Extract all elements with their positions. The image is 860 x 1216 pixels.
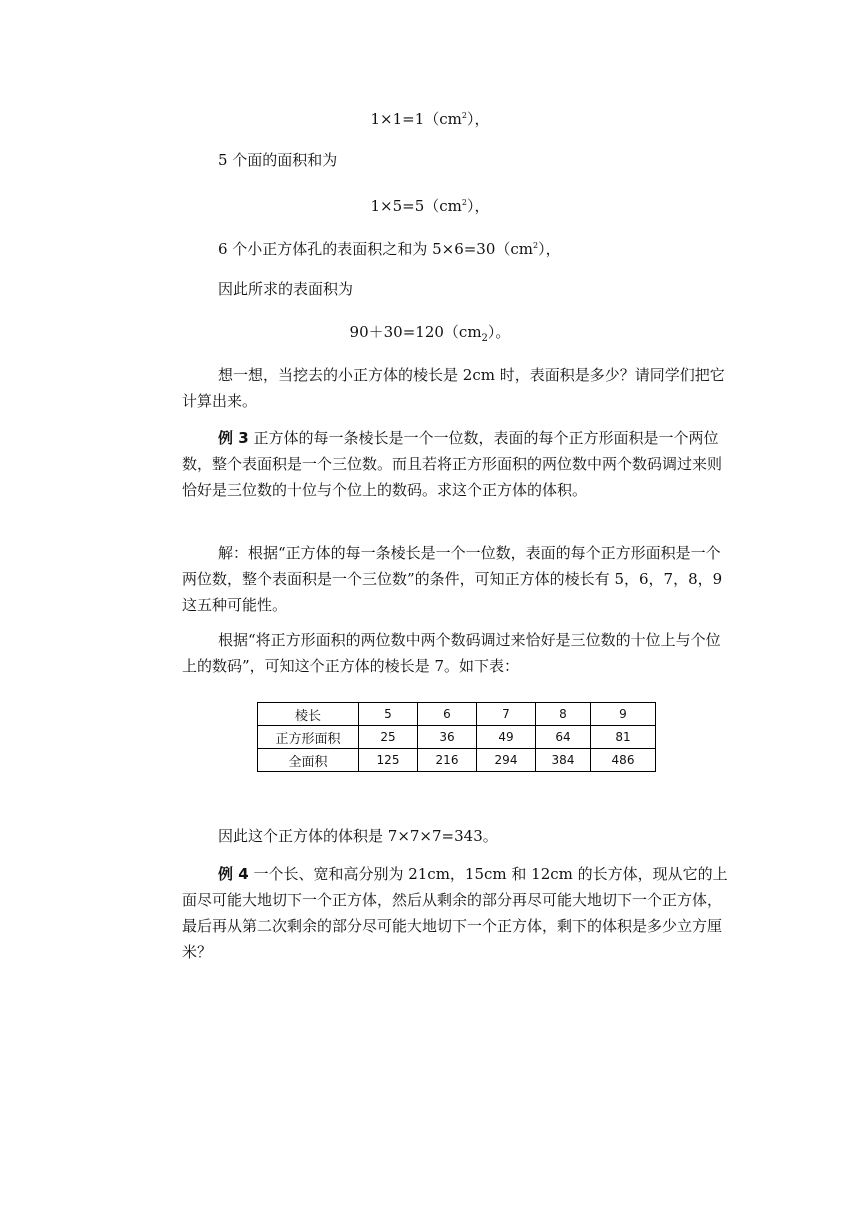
six-holes-line: 6 个小正方体孔的表面积之和为 $5\times 6=30(cm^2)$，: [218, 240, 561, 258]
example3-conclusion: 因此这个正方体的体积是 7×7×7=343。: [218, 827, 498, 845]
face-area-formula: $1\times 1=1(cm^2)$，: [370, 110, 490, 128]
table-cell: 25: [359, 726, 418, 749]
example3-solution: 解：根据“正方体的每一条棱长是一个一位数，表面的每个正方形面积是一个两位数，整个表面积是一个三位数”的条件，可知正方体的棱长有 5，6，7，8，9 这五种可能性。: [182, 544, 723, 614]
table-row: [258, 703, 656, 726]
table-cell: 384: [536, 749, 591, 772]
example4-label: 例 4: [218, 865, 249, 883]
table-cell: 486: [591, 749, 656, 772]
table-cell: 5: [359, 703, 418, 726]
therefore-line: 因此所求的表面积为: [218, 280, 354, 298]
table-row: [258, 749, 656, 772]
table-cell: 棱长: [258, 703, 359, 726]
table-cell: 6: [418, 703, 477, 726]
cube-data-table: [257, 702, 656, 772]
table-cell: 8: [536, 703, 591, 726]
table-row: [258, 726, 656, 749]
total-area-formula: $90+30=120(cm_2)$。: [349, 323, 511, 344]
table-cell: 9: [591, 703, 656, 726]
table-cell: 7: [477, 703, 536, 726]
five-faces-intro: 5 个面的面积和为: [218, 151, 338, 169]
example3-problem: 例 3 正方体的每一条棱长是一个一位数，表面的每个正方形面积是一个两位数，整个表面积是一个三位数。而且若将正方形面积的两位数中两个数码调过来则恰好是三位数的十位与个位上的数码。求这个正方体的体积。: [182, 429, 723, 499]
table-cell: 216: [418, 749, 477, 772]
table-cell: 全面积: [258, 749, 359, 772]
table-cell: 294: [477, 749, 536, 772]
table-cell: 正方形面积: [258, 726, 359, 749]
example3-reasoning: 根据“将正方形面积的两位数中两个数码调过来恰好是三位数的十位上与个位上的数码”，可知这个正方体的棱长是 7。如下表：: [182, 631, 721, 675]
think-paragraph: 想一想，当挖去的小正方体的棱长是 2cm 时，表面积是多少？请同学们把它计算出来。: [182, 366, 725, 410]
table-cell: 64: [536, 726, 591, 749]
table-cell: 49: [477, 726, 536, 749]
table-cell: 36: [418, 726, 477, 749]
five-faces-formula: $1\times 5=5(cm^2)$，: [370, 197, 490, 215]
example4-problem: 例 4 一个长、宽和高分别为 21cm，15cm 和 12cm 的长方体，现从它的上面尽可能大地切下一个正方体，然后从剩余的部分再尽可能大地切下一个正方体，最后再从第二次剩余的部分尽可能大地切下一个正方体，剩下的体积是多少立方厘米？: [182, 865, 728, 961]
table-cell: 81: [591, 726, 656, 749]
example3-label: 例 3: [218, 429, 249, 447]
table-cell: 125: [359, 749, 418, 772]
